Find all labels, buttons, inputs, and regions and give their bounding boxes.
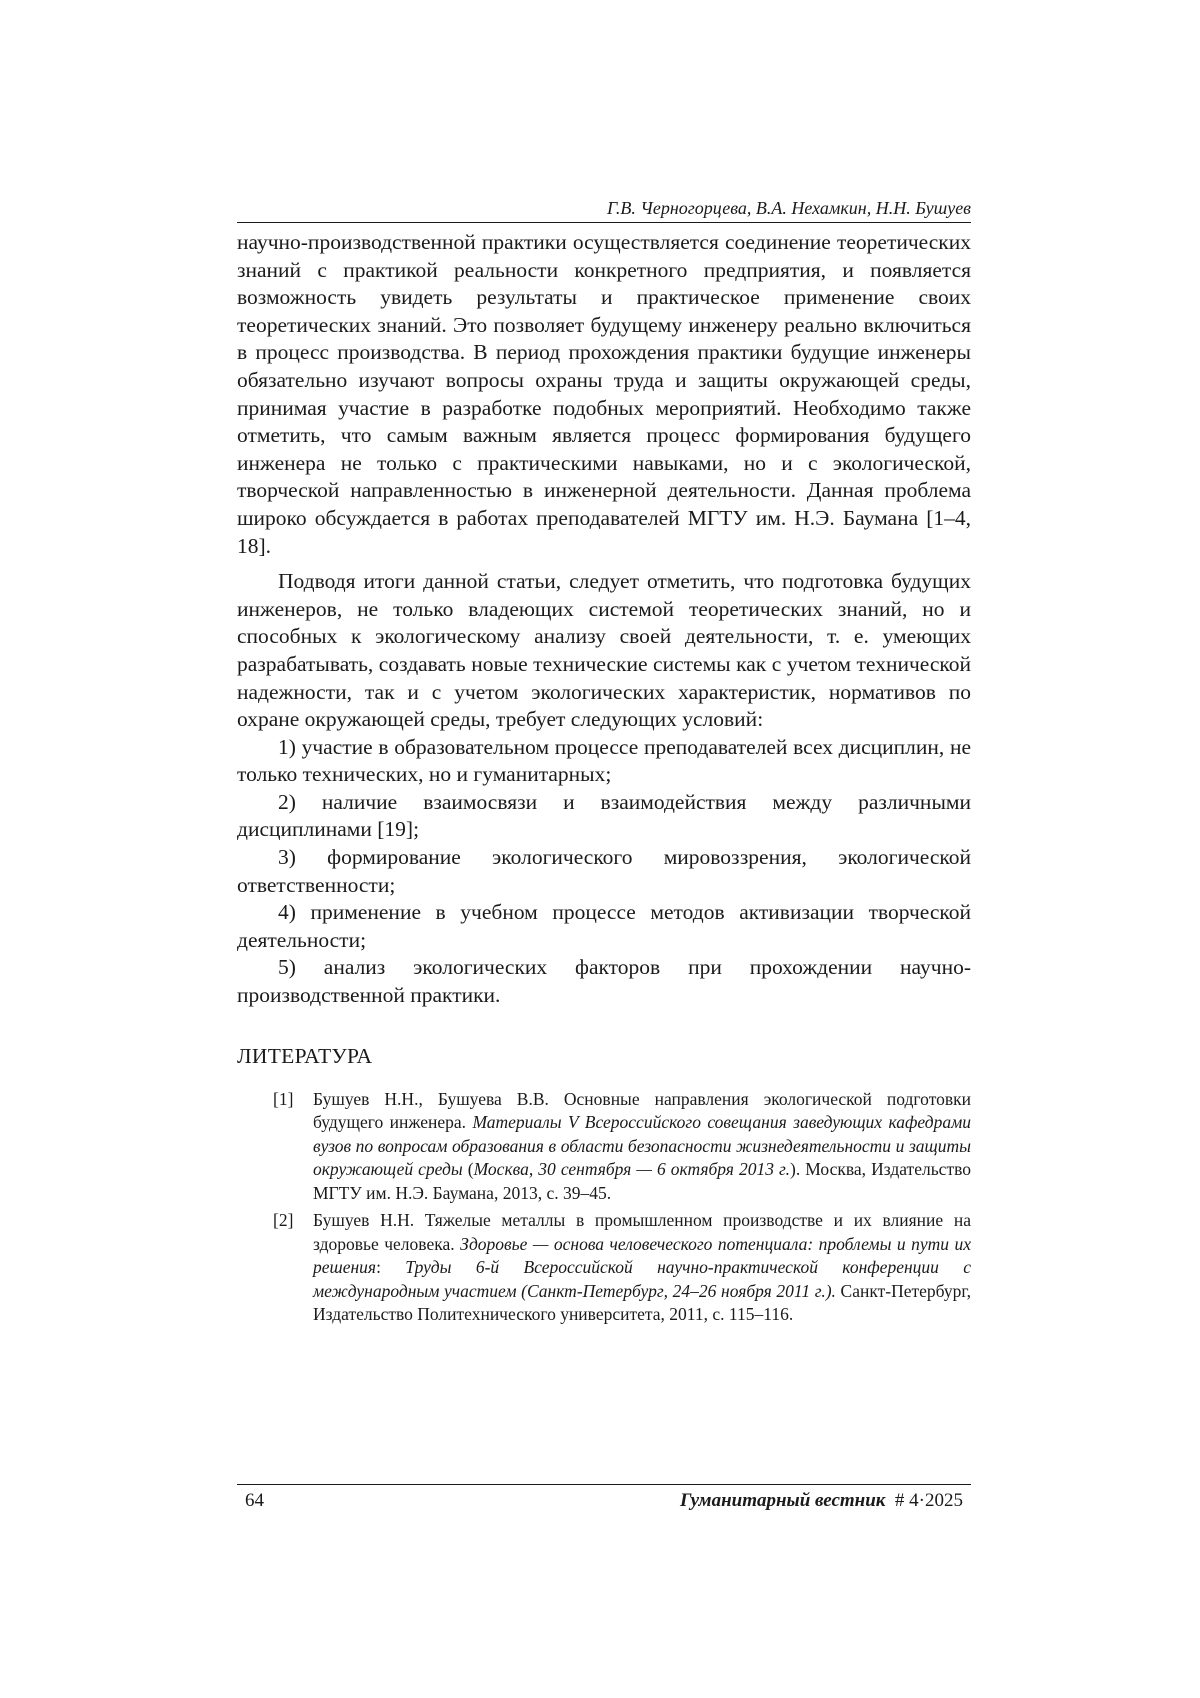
reference-number: [2] [273, 1210, 294, 1231]
reference-publisher: Санкт-Петербург, Издательство Политехнического университета, 2011, с. 115–116. [313, 1280, 971, 1325]
reference-list [237, 1088, 971, 1327]
reference-punct: : [376, 1257, 381, 1278]
paragraph: Подводя итоги данной статьи, следует отметить, что подготовка будущих инженеров, не только владеющих системой теоретических знаний, но и способных к экологическому анализу своей деятельности, т. е. умеющих разрабатывать, создавать новые технические системы как с учетом технической надежности, так и с учетом экологических характеристик, нормативов по охране окружающей среды, требует следующих условий: [237, 569, 971, 732]
journal-issue: # 4·2025 [894, 1490, 963, 1511]
reference-number: [1] [273, 1088, 294, 1109]
paragraph: научно-производственной практики осуществляется соединение теоретических знаний с практикой реальности конкретного предприятия, и появляется возможность увидеть результаты и практическое применение своих теоретических знаний. Это позволяет будущему инженеру реально включиться в процесс производства. В период прохождения практики будущие инженеры обязательно изучают вопросы охраны труда и защиты окружающей среды, принимая участие в разработке подобных мероприятий. Необходимо также отметить, что самым важным является процесс формирования будущего инженера не только с практическими навыками, но и с экологической, творческой направленностью в инженерной деятельности. Данная проблема широко обсуждается в работах преподавателей МГТУ им. Н.Э. Баумана [1–4, 18]. [237, 230, 971, 558]
reference-source: Здоровье — основа человеческого потенциала: проблемы и пути их решения [313, 1233, 972, 1278]
condition-item: 3) формирование экологического мировоззрения, экологической ответственности; [237, 845, 971, 897]
article-body [237, 229, 971, 1010]
reference-authors: Бушуев Н.Н., Бушуева В.В. Основные направления экологической подготовки будущего инженера. [313, 1088, 971, 1133]
page [237, 196, 971, 1331]
journal-name: Гуманитарный вестник [679, 1490, 886, 1511]
reference-item [237, 1209, 971, 1327]
reference-proceedings: Труды 6-й Всероссийской научно-практической конференции с международным участием (Санкт-Петербург, 24–26 ноября 2011 г.). [313, 1257, 971, 1301]
reference-source: Материалы V Всероссийского совещания заведующих кафедрами вузов по вопросам образования в области безопасности жизнедеятельности и защиты окружающей среды [313, 1112, 971, 1180]
condition-item: 1) участие в образовательном процессе преподавателей всех дисциплин, не только технических, но и гуманитарных; [237, 734, 971, 787]
reference-punct: ( [462, 1159, 474, 1180]
reference-item [237, 1088, 971, 1206]
page-footer [237, 1484, 971, 1511]
condition-item: 5) анализ экологических факторов при прохождении научно-производственной практики. [237, 955, 971, 1008]
running-head-authors: Г.В. Черногорцева, В.А. Нехамкин, Н.Н. Бушуев [237, 196, 971, 223]
reference-publisher: ). Москва, Издательство МГТУ им. Н.Э. Баумана, 2013, с. 39–45. [313, 1159, 971, 1203]
journal-info [680, 1489, 963, 1513]
reference-dates: Москва, 30 сентября — 6 октября 2013 г. [473, 1159, 791, 1180]
condition-item: 4) применение в учебном процессе методов активизации творческой деятельности; [237, 900, 971, 952]
literature-heading: ЛИТЕРАТУРА [237, 1043, 373, 1068]
reference-authors: Бушуев Н.Н. Тяжелые металлы в промышленном производстве и их влияние на здоровье человека. [313, 1210, 971, 1254]
condition-item: 2) наличие взаимосвязи и взаимодействия между различными дисциплинами [19]; [237, 789, 971, 842]
page-number: 64 [245, 1490, 264, 1511]
